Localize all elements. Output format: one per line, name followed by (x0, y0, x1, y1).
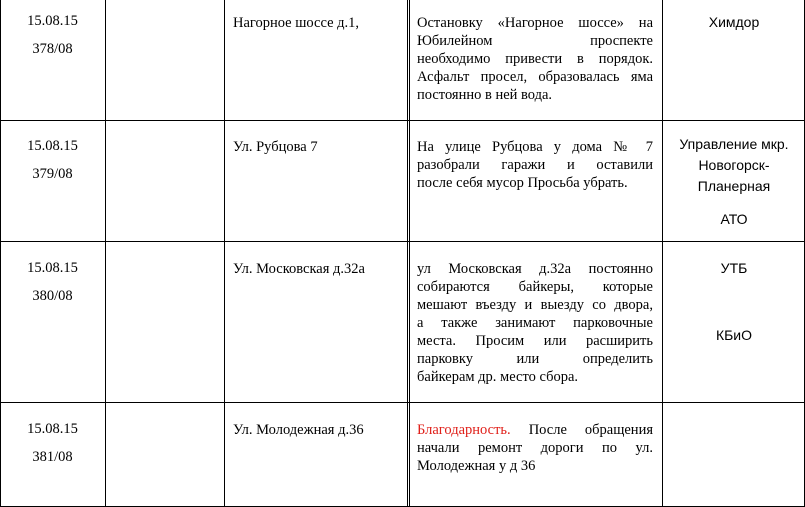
description-line: места. Просим или расширить (417, 333, 653, 349)
description-line (417, 421, 653, 439)
description-line: На улице Рубцова у дома № 7 (417, 139, 653, 155)
column-divider-1 (105, 0, 106, 507)
description-cell (417, 260, 653, 386)
organization-name: Химдор (708, 14, 760, 30)
description-line: байкерам др. место сбора. (417, 369, 579, 385)
request-number: 381/08 (32, 449, 73, 465)
description-line: Асфальт просел, образовалась яма (417, 69, 653, 85)
row-divider-1 (0, 120, 805, 121)
description-line: Молодежная у д 36 (417, 458, 536, 474)
organization-cell (663, 257, 805, 347)
request-number: 378/08 (32, 41, 73, 57)
organization-spacer (663, 280, 805, 303)
column-divider-4 (662, 0, 663, 507)
date-text: 15.08.15 (27, 138, 78, 154)
organization-name: АТО (720, 211, 748, 227)
request-date (1, 132, 104, 188)
column-divider-2 (224, 0, 225, 507)
description-cell (417, 421, 653, 475)
date-text: 15.08.15 (27, 260, 78, 276)
organization-name: Планерная (697, 178, 771, 194)
row-divider-3 (0, 402, 805, 403)
request-number: 380/08 (32, 288, 73, 304)
address-cell: Ул. Московская д.32а (233, 261, 365, 277)
description-line: собираются байкеры, которые (417, 279, 653, 295)
organization-name: Новогорск- (698, 157, 770, 173)
gratitude-label: Благодарность. (417, 422, 511, 438)
organization-spacer (663, 197, 805, 209)
organization-cell (663, 134, 805, 230)
organization-spacer (663, 303, 805, 324)
row-divider-2 (0, 241, 805, 242)
description-cell (417, 138, 653, 192)
organization-name: УТБ (720, 260, 748, 276)
request-date (1, 415, 104, 471)
description-line: парковку или определить (417, 351, 653, 367)
organization-cell (663, 11, 805, 34)
description-line: а также занимают парковочные (417, 315, 653, 331)
description-line: постоянно в ней вода. (417, 87, 553, 103)
address-cell: Нагорное шоссе д.1, (233, 15, 360, 31)
organization-name: КБиО (715, 327, 753, 343)
description-line: Остановку «Нагорное шоссе» на (417, 15, 653, 31)
description-line: мешают въезду и выезду со двора, (417, 297, 653, 313)
request-date (1, 254, 104, 310)
description-text: После обращения (510, 422, 653, 438)
column-divider-3 (407, 0, 408, 507)
description-cell (417, 14, 653, 104)
description-line: разобрали гаражи и оставили (417, 157, 653, 173)
description-line: начали ремонт дороги по ул. (417, 440, 653, 456)
organization-name: Управление мкр. (679, 136, 789, 152)
date-text: 15.08.15 (27, 13, 78, 29)
description-line: Юбилейном проспекте (417, 33, 653, 49)
date-text: 15.08.15 (27, 421, 78, 437)
description-line: после себя мусор Просьба убрать. (417, 175, 628, 191)
request-date (1, 7, 104, 63)
request-number: 379/08 (32, 166, 73, 182)
description-line: ул Московская д.32а постоянно (417, 261, 653, 277)
column-divider-3b (409, 0, 410, 507)
address-cell: Ул. Рубцова 7 (233, 139, 318, 155)
description-line: необходимо привести в порядок. (417, 51, 653, 67)
address-cell: Ул. Молодежная д.36 (233, 422, 364, 438)
